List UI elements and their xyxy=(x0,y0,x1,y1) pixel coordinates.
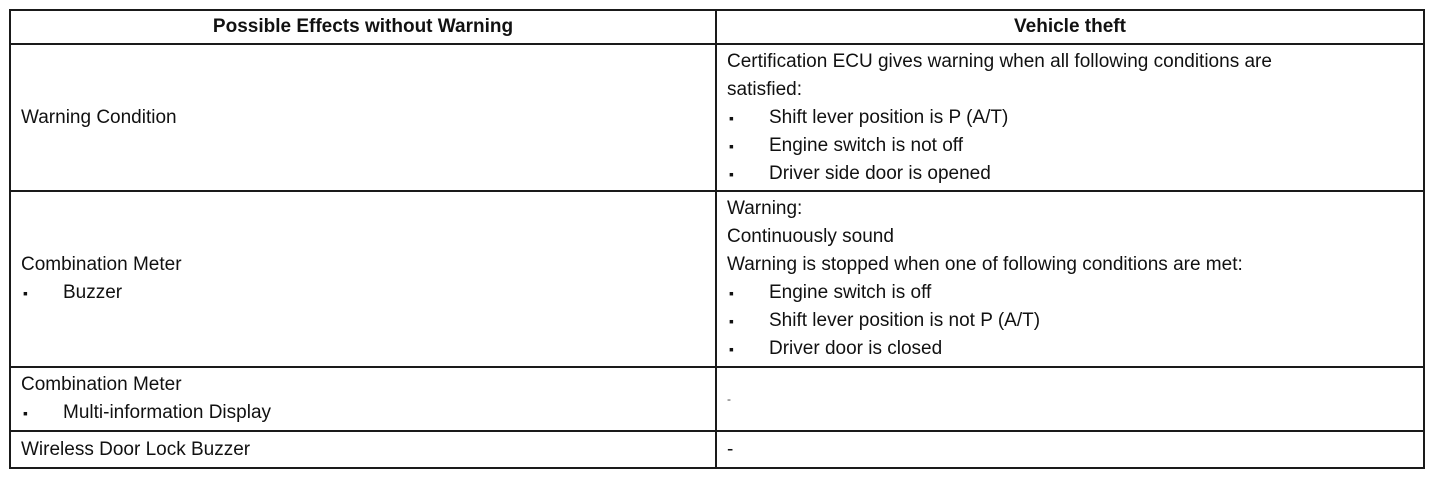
detail-line: Continuously sound xyxy=(727,226,894,247)
header-row xyxy=(10,10,1424,44)
detail-line: Certification ECU gives warning when all following conditions are xyxy=(727,50,1272,72)
header-vehicle-theft: Vehicle theft xyxy=(716,10,1424,44)
effect-item xyxy=(21,399,705,427)
effect-cell xyxy=(10,367,716,431)
condition-item xyxy=(727,160,1413,188)
effect-title: Wireless Door Lock Buzzer xyxy=(21,438,251,460)
effect-cell xyxy=(10,431,716,468)
condition-item xyxy=(727,307,1413,335)
header-possible-effects: Possible Effects without Warning xyxy=(10,10,716,44)
detail-value: - xyxy=(727,392,731,406)
bullet-icon: ▪ xyxy=(729,109,734,126)
condition-text: Driver side door is opened xyxy=(769,162,991,184)
bullet-icon: ▪ xyxy=(729,285,734,301)
detail-line: Warning: xyxy=(727,198,803,219)
condition-item xyxy=(727,132,1413,160)
table-row xyxy=(10,367,1424,431)
condition-text: Engine switch is not off xyxy=(769,134,963,156)
effect-title: Combination Meter xyxy=(21,374,182,395)
bullet-icon: ▪ xyxy=(23,285,28,301)
table-row xyxy=(10,44,1424,191)
bullet-icon: ▪ xyxy=(729,313,734,329)
effect-item-text: Multi-information Display xyxy=(63,402,272,423)
table-row xyxy=(10,191,1424,367)
bullet-icon: ▪ xyxy=(729,165,734,182)
effect-item xyxy=(21,279,705,307)
detail-line: satisfied: xyxy=(727,78,802,100)
condition-text: Shift lever position is not P (A/T) xyxy=(769,310,1041,331)
detail-cell xyxy=(716,367,1424,431)
effect-cell xyxy=(10,44,716,191)
effect-item-text: Buzzer xyxy=(63,282,123,303)
detail-cell xyxy=(716,431,1424,468)
detail-cell xyxy=(716,44,1424,191)
bullet-icon: ▪ xyxy=(23,405,28,421)
condition-item xyxy=(727,104,1413,132)
effect-cell xyxy=(10,191,716,367)
warning-spec-table xyxy=(9,9,1425,469)
condition-item xyxy=(727,279,1413,307)
condition-text: Driver door is closed xyxy=(769,338,943,359)
bullet-icon: ▪ xyxy=(729,137,734,154)
bullet-icon: ▪ xyxy=(729,341,734,357)
effect-title: Combination Meter xyxy=(21,254,182,275)
detail-value: - xyxy=(727,438,734,460)
table-row xyxy=(10,431,1424,468)
detail-cell xyxy=(716,191,1424,367)
condition-text: Engine switch is off xyxy=(769,282,932,303)
condition-text: Shift lever position is P (A/T) xyxy=(769,106,1009,128)
condition-item xyxy=(727,335,1413,363)
effect-title: Warning Condition xyxy=(21,106,177,128)
detail-line: Warning is stopped when one of following conditions are met: xyxy=(727,254,1243,275)
